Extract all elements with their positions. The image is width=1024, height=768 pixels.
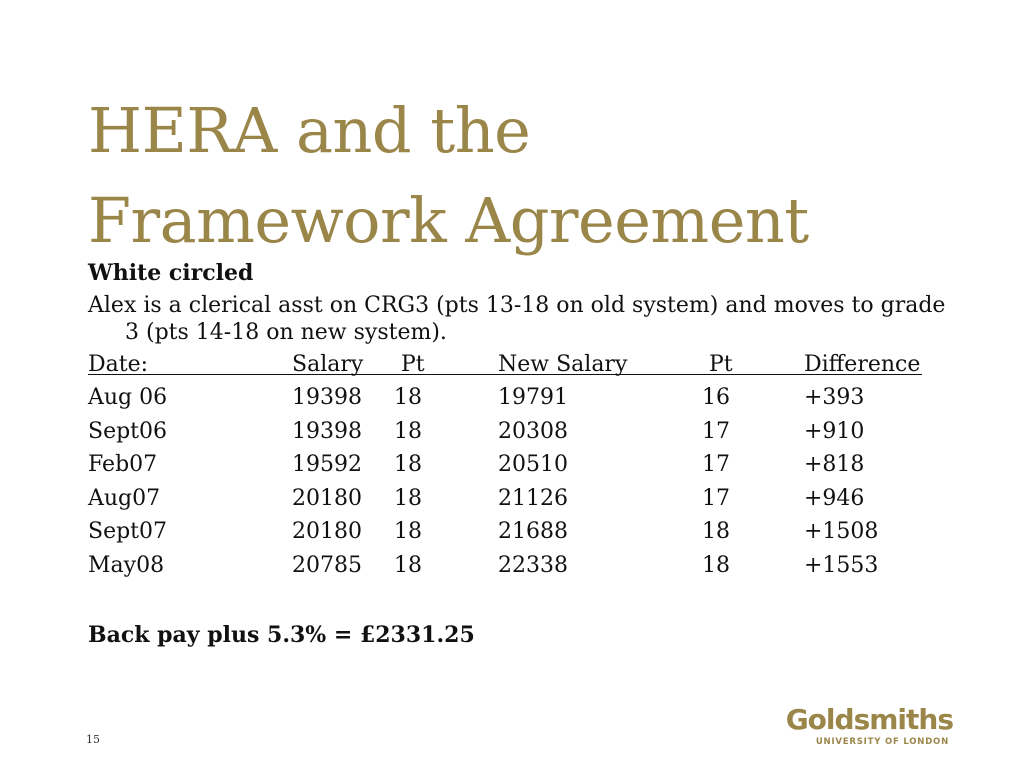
cell-pt: 18: [394, 519, 422, 544]
slide-body: [88, 258, 948, 582]
page-number: 15: [86, 733, 100, 746]
subheading: White circled: [88, 260, 254, 286]
slide-title: [88, 86, 809, 266]
cell-new-salary: 21688: [498, 519, 568, 544]
header-salary: Salary: [292, 352, 364, 377]
cell-difference: +1553: [804, 552, 879, 578]
cell-new-salary: 22338: [498, 552, 568, 578]
cell-pt: 18: [394, 418, 422, 444]
cell-difference: +393: [804, 385, 865, 410]
header-underline: [88, 374, 922, 375]
cell-salary: 20180: [292, 485, 362, 511]
table-row: [88, 448, 948, 482]
cell-salary: 19592: [292, 452, 362, 477]
cell-difference: +946: [804, 485, 865, 511]
cell-new-pt: 17: [702, 452, 730, 477]
table-row: [88, 381, 948, 415]
logo-subtitle: UNIVERSITY OF LONDON: [815, 737, 949, 747]
cell-pt: 18: [394, 552, 422, 578]
header-difference: Difference: [804, 352, 921, 377]
header-new-pt: Pt: [709, 352, 733, 377]
backpay-summary: Back pay plus 5.3% = £2331.25: [88, 622, 475, 648]
cell-new-salary: 21126: [498, 485, 568, 511]
table-row: [88, 482, 948, 516]
salary-table: [88, 348, 948, 582]
table-row: [88, 415, 948, 449]
cell-new-salary: 19791: [498, 385, 568, 410]
header-new-salary: New Salary: [498, 352, 628, 377]
cell-salary: 20180: [292, 519, 362, 544]
logo-wordmark: Goldsmiths: [785, 703, 953, 736]
cell-salary: 20785: [292, 552, 362, 578]
title-line-1: HERA and the: [88, 94, 531, 167]
cell-new-pt: 18: [702, 519, 730, 544]
cell-date: Feb07: [88, 452, 158, 477]
cell-date: Aug 06: [88, 385, 168, 410]
cell-new-salary: 20510: [498, 452, 568, 477]
cell-date: Aug07: [88, 485, 161, 511]
cell-difference: +910: [804, 418, 865, 444]
cell-date: May08: [88, 552, 165, 578]
cell-pt: 18: [394, 485, 422, 511]
header-pt: Pt: [401, 352, 425, 377]
header-date: Date:: [88, 352, 149, 377]
description-paragraph: Alex is a clerical asst on CRG3 (pts 13-18 on old system) and moves to grade 3 (pts 14-18 on new system).: [88, 293, 946, 345]
cell-salary: 19398: [292, 385, 362, 410]
table-row: [88, 515, 948, 549]
table-row: [88, 549, 948, 583]
cell-new-pt: 18: [702, 552, 730, 578]
table-header-row: [88, 348, 948, 381]
cell-pt: 18: [394, 452, 422, 477]
cell-new-salary: 20308: [498, 418, 568, 444]
cell-salary: 19398: [292, 418, 362, 444]
cell-pt: 18: [394, 385, 422, 410]
cell-date: Sept07: [88, 519, 168, 544]
title-line-2: Framework Agreement: [88, 184, 809, 257]
cell-difference: +818: [804, 452, 865, 477]
cell-new-pt: 17: [702, 485, 730, 511]
cell-difference: +1508: [804, 519, 879, 544]
goldsmiths-logo: [783, 703, 953, 747]
cell-date: Sept06: [88, 418, 168, 444]
cell-new-pt: 16: [702, 385, 730, 410]
cell-new-pt: 17: [702, 418, 730, 444]
